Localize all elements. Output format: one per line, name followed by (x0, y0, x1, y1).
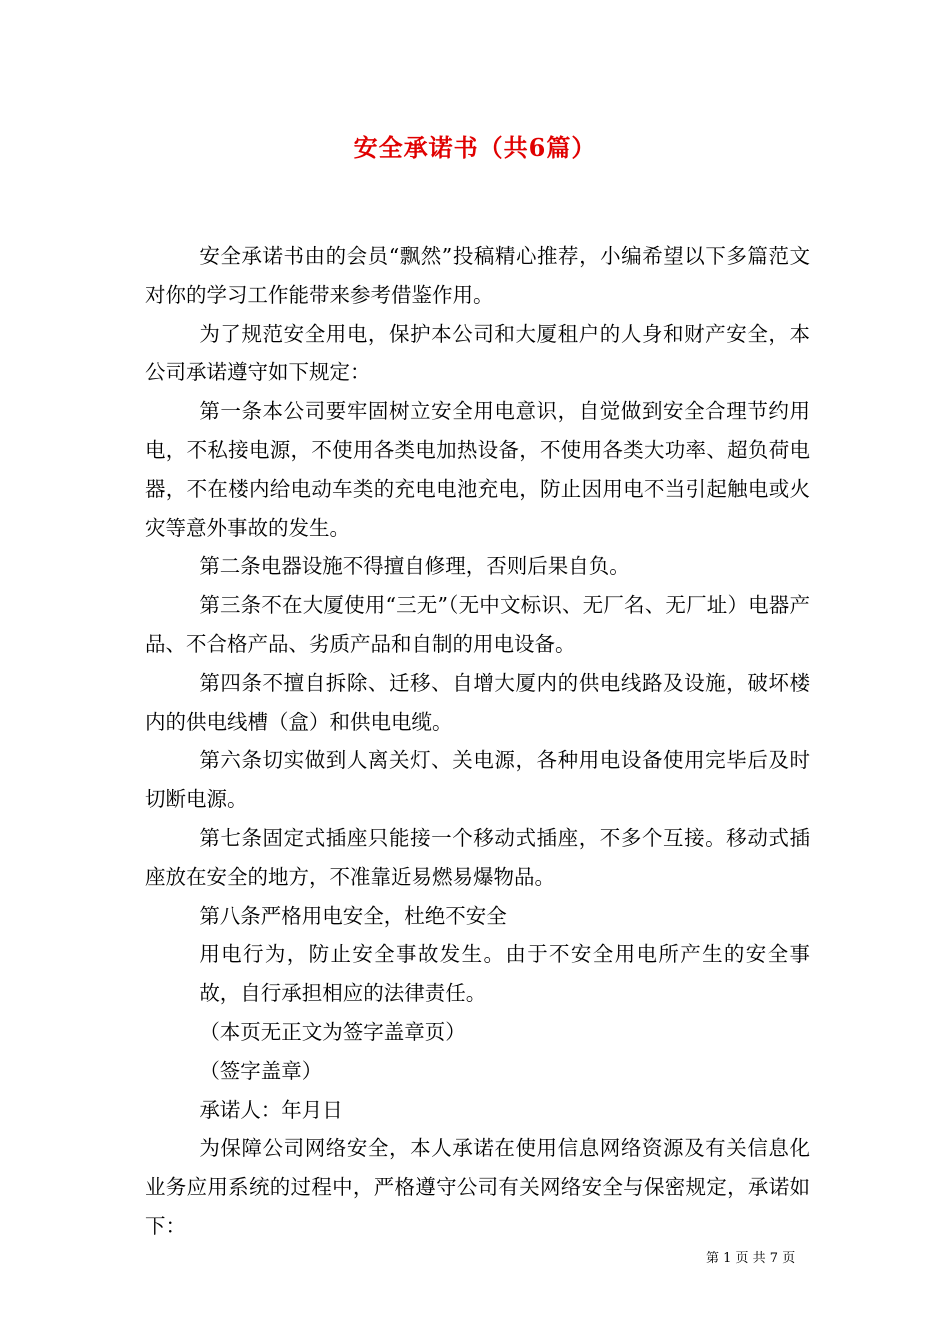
paragraph-signature-note: （本页无正文为签字盖章页） (199, 1019, 466, 1044)
page-number: 第 1 页 共 7 页 (706, 1251, 796, 1266)
paragraph-article-7: 第七条固定式插座只能接一个移动式插座，不多个互接。移动式插座放在安全的地方，不准靠近易燃易爆物品。 (145, 825, 810, 889)
document-body (145, 237, 810, 1246)
paragraph-article-6: 第六条切实做到人离关灯、关电源，各种用电设备使用完毕后及时切断电源。 (145, 748, 810, 812)
paragraph-article-8-cont: 用电行为，防止安全事故发生。由于不安全用电所产生的安全事故，自行承担相应的法律责任。 (199, 942, 810, 1006)
paragraph-network-security: 为保障公司网络安全，本人承诺在使用信息网络资源及有关信息化业务应用系统的过程中，严格遵守公司有关网络安全与保密规定，承诺如下： (145, 1136, 810, 1238)
paragraph-article-4: 第四条不擅自拆除、迁移、自增大厦内的供电线路及设施，破坏楼内的供电线槽（盒）和供电电缆。 (145, 670, 810, 734)
paragraph-article-3: 第三条不在大厦使用“三无”（无中文标识、无厂名、无厂址）电器产品、不合格产品、劣质产品和自制的用电设备。 (145, 593, 810, 656)
document-title: 安全承诺书（共6篇） (353, 133, 597, 162)
paragraph-preamble: 为了规范安全用电，保护本公司和大厦租户的人身和财产安全，本公司承诺遵守如下规定： (145, 321, 810, 385)
paragraph-article-2: 第二条电器设施不得擅自修理，否则后果自负。 (199, 554, 630, 579)
paragraph-promisor-date: 承诺人：年月日 (199, 1097, 343, 1122)
paragraph-article-1: 第一条本公司要牢固树立安全用电意识，自觉做到安全合理节约用电，不私接电源，不使用各类电加热设备，不使用各类大功率、超负荷电器，不在楼内给电动车类的充电电池充电，防止因用电不当引起触电或火灾等意外事故的发生。 (145, 399, 810, 540)
paragraph-article-8: 第八条严格用电安全，杜绝不安全 (199, 903, 507, 928)
paragraph-intro: 安全承诺书由的会员“飘然”投稿精心推荐，小编希望以下多篇范文对你的学习工作能带来参考借鉴作用。 (145, 244, 810, 307)
paragraph-signature-stamp: （签字盖章） (199, 1058, 323, 1083)
